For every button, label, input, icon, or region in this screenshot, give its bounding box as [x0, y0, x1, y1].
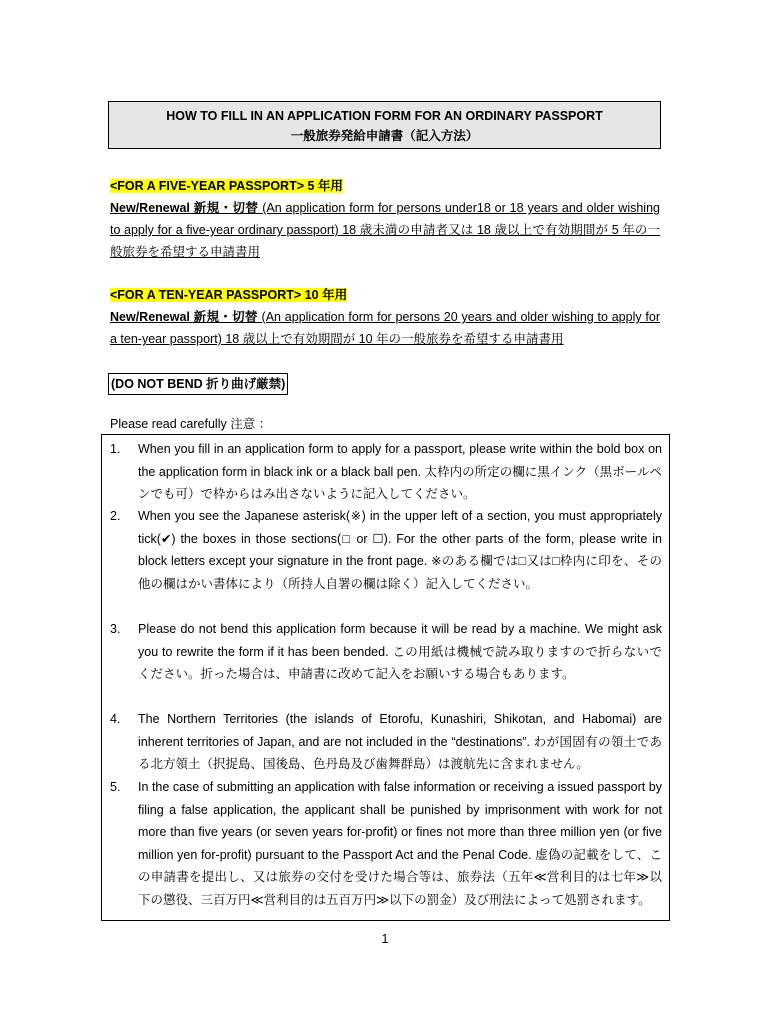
five-year-description: (An application form for persons under18 or 18 years and older wishing to apply for a five-year ordinary passport) 18 歳未満の申請者又は 18 歳以上で有効期間が 5 年の一般旅券を希望する申請書用 [110, 201, 660, 259]
five-year-label: New/Renewal 新規・切替 [110, 201, 259, 215]
notes-box [101, 434, 670, 921]
note-text: In the case of submitting an application with false information or receiving a issued passport by filing a false application, the applicant shall be punished by imprisonment with work for not more than five years (or seven years for-profit) or fines not more than three million yen (or five million yen for-profit) pursuant to the Passport Act and the Penal Code. 虚偽の記載をして、この申請書を提出し、又は旅券の交付を受けた場合等は、旅券法（五年≪営利目的は七年≫以下の懲役、三百万円≪営利目的は五百万円≫以下の罰金）及び刑法によって処罰されます。 [138, 780, 662, 907]
page-number: 1 [381, 932, 389, 946]
title-english: HOW TO FILL IN AN APPLICATION FORM FOR AN ORDINARY PASSPORT [166, 109, 603, 123]
note-text: The Northern Territories (the islands of Etorofu, Kunashiri, Shikotan, and Habomai) are inherent territories of Japan, and are not included in the “destinations”. わが国固有の領土である北方領土（択捉島、国後島、色丹島及び歯舞群島）は渡航先に含まれません。 [138, 712, 662, 771]
note-item [110, 438, 662, 506]
note-item [110, 708, 662, 776]
title-box [108, 101, 661, 149]
ten-year-label: New/Renewal 新規・切替 [110, 310, 258, 324]
please-read-heading: Please read carefully 注意 ： [110, 417, 272, 431]
note-text: Please do not bend this application form because it will be read by a machine. We might ask you to rewrite the form if it has been bended. この用紙は機械で読み取りますので折らないでください。折った場合は、申請書に改めて記入をお願いする場合もあります。 [138, 622, 662, 681]
ten-year-heading: <FOR A TEN-YEAR PASSPORT> 10 年用 [110, 288, 348, 302]
note-number: 2. [110, 509, 121, 523]
title-japanese: 一般旅券発給申請書（記入方法） [290, 129, 479, 143]
five-year-heading: <FOR A FIVE-YEAR PASSPORT> 5 年用 [110, 179, 343, 193]
note-item [110, 505, 662, 595]
note-number: 5. [110, 780, 121, 794]
note-number: 1. [110, 442, 121, 456]
note-number: 3. [110, 622, 121, 636]
note-number: 4. [110, 712, 121, 726]
note-item [110, 618, 662, 686]
ten-year-description: (An application form for persons 20 years and older wishing to apply for a ten-year passport) 18 歳以上で有効期間が 10 年の一般旅券を希望する申請書用 [110, 310, 660, 346]
note-item [110, 776, 662, 911]
five-year-section [110, 175, 660, 263]
do-not-bend-notice: (DO NOT BEND 折り曲げ厳禁) [108, 373, 288, 395]
note-text: When you fill in an application form to apply for a passport, please write within the bold box on the application form in black ink or a black ball pen. 太枠内の所定の欄に黒インク（黒ボールペンでも可）で枠からはみ出さないように記入してください。 [138, 442, 662, 501]
note-text: When you see the Japanese asterisk(※) in the upper left of a section, you must appropriately tick(✔) the boxes in those sections(□ or ☐). For the other parts of the form, please write in block letters except your signature in the front page. ※のある欄では□又は□枠内に印を、その他の欄はかい書体により（所持人自署の欄は除く）記入してください。 [138, 509, 662, 591]
ten-year-section [110, 284, 660, 350]
